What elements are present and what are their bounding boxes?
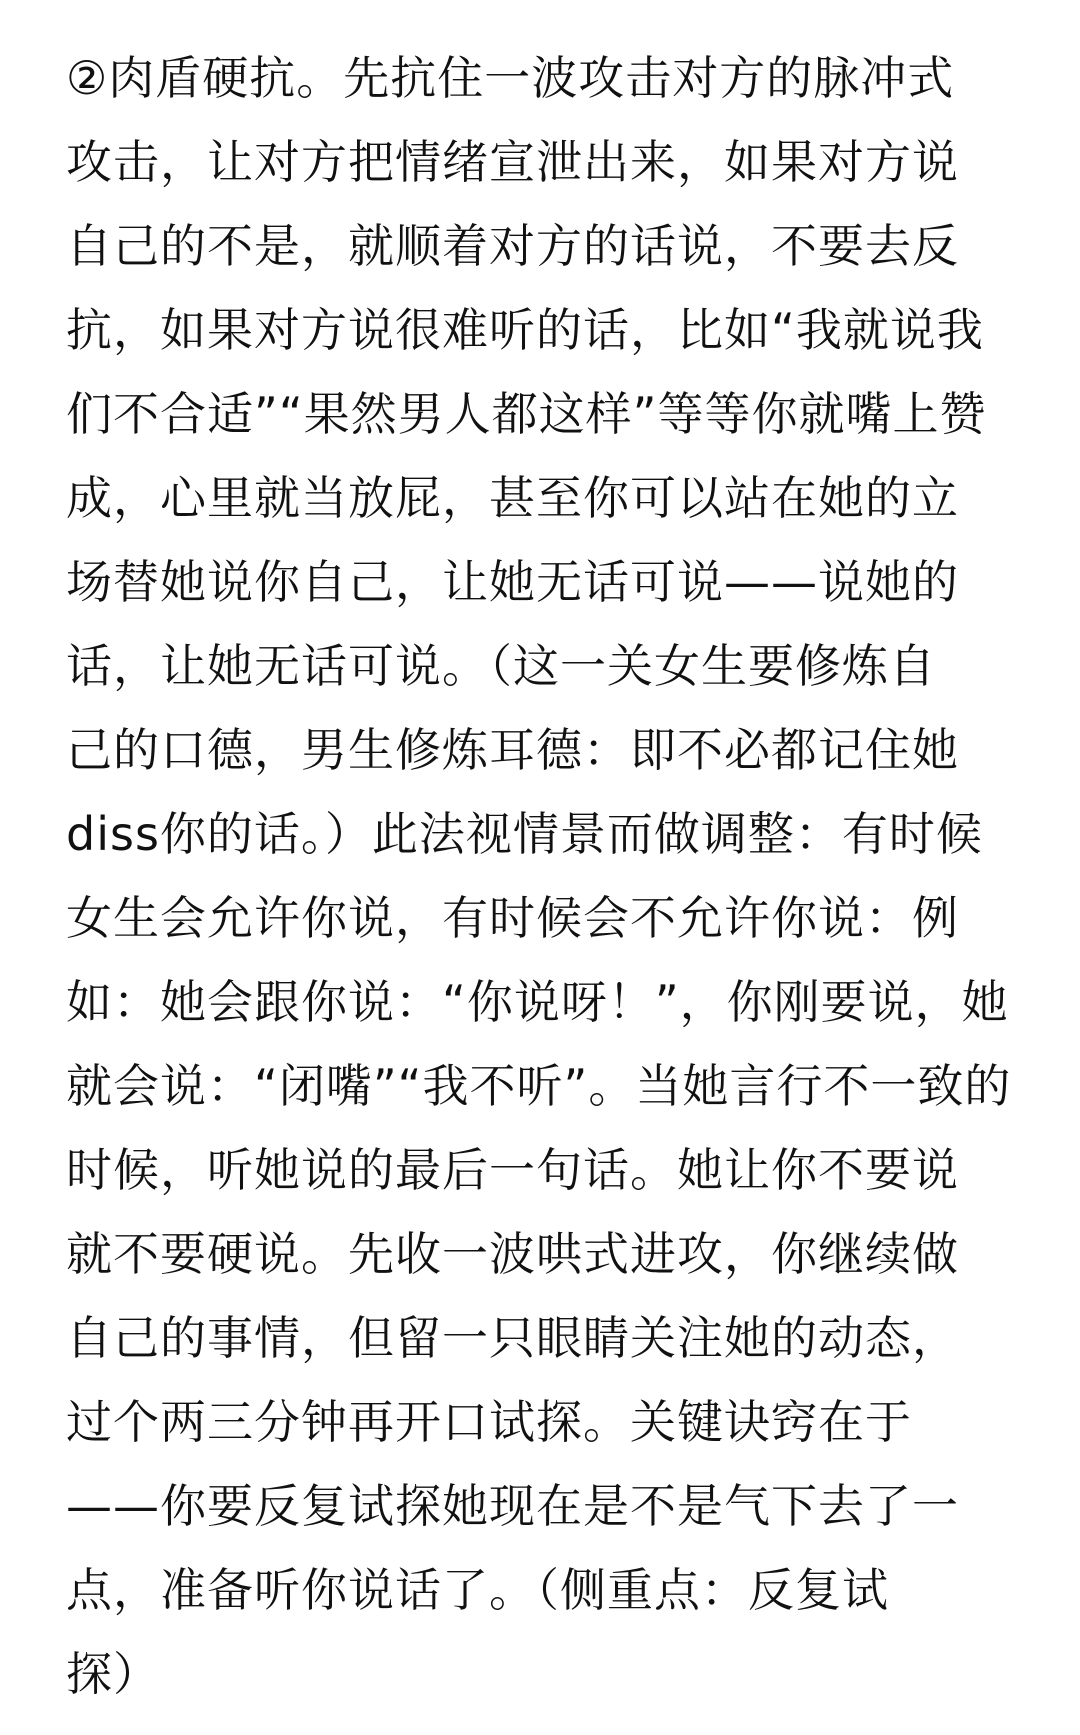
body-paragraph (66, 36, 1026, 1716)
text-line: 点，准备听你说话了。（侧重点：反复试 (66, 1563, 889, 1617)
text-line: 己的口德，男生修炼耳德：即不必都记住她 (66, 723, 959, 777)
text-line: 场替她说你自己，让她无话可说——说她的 (66, 555, 959, 609)
text-line: 自己的事情，但留一只眼睛关注她的动态， (66, 1311, 959, 1365)
text-line: ②肉盾硬抗。先抗住一波攻击对方的脉冲式 (66, 51, 955, 105)
text-line: ——你要反复试探她现在是不是气下去了一 (66, 1479, 959, 1533)
text-line: 女生会允许你说，有时候会不允许你说：例 (66, 891, 959, 945)
text-line: 时候，听她说的最后一句话。她让你不要说 (66, 1143, 959, 1197)
text-line: 成，心里就当放屁，甚至你可以站在她的立 (66, 471, 959, 525)
text-line: 自己的不是，就顺着对方的话说，不要去反 (66, 219, 959, 273)
text-line: 就会说：“闭嘴”“我不听”。当她言行不一致的 (66, 1059, 1012, 1113)
text-line: 探） (66, 1647, 160, 1701)
text-line: 就不要硬说。先收一波哄式进攻，你继续做 (66, 1227, 959, 1281)
text-line: diss你的话。）此法视情景而做调整：有时候 (66, 807, 983, 861)
text-line: 过个两三分钟再开口试探。关键诀窍在于 (66, 1395, 912, 1449)
text-line: 话，让她无话可说。（这一关女生要修炼自 (66, 639, 936, 693)
text-line: 攻击，让对方把情绪宣泄出来，如果对方说 (66, 135, 959, 189)
text-line: 们不合适”“果然男人都这样”等等你就嘴上赞 (66, 387, 987, 441)
text-line: 抗，如果对方说很难听的话，比如“我就说我 (66, 303, 984, 357)
text-line: 如：她会跟你说：“你说呀！”，你刚要说，她 (66, 975, 1009, 1029)
